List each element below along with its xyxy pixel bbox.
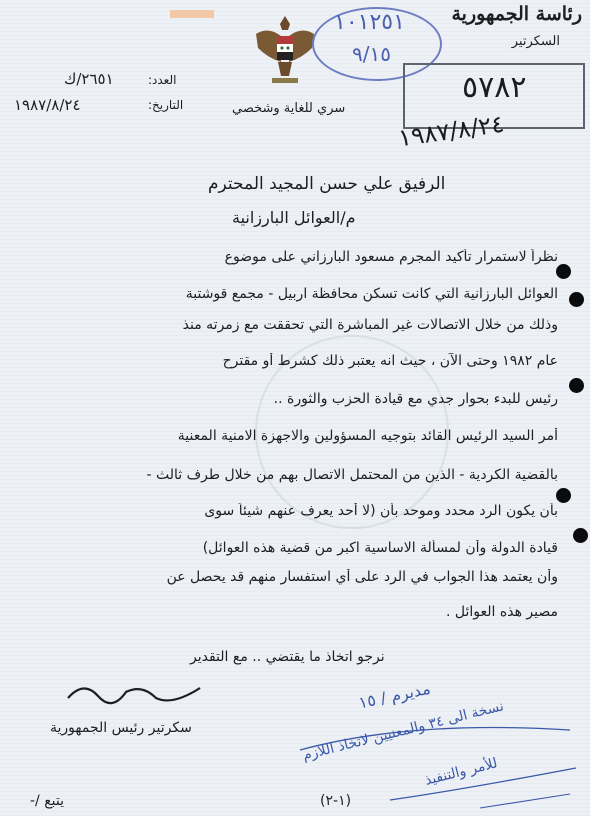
follows-note: يتبع /-	[30, 793, 65, 809]
annotation-note-1: مديرم / ١٥	[356, 678, 433, 713]
body-line-8: بأن يكون الرد محدد وموحد بأن (لا أحد يعرف عنهم شيئاً سوى	[204, 503, 558, 519]
annotation-note-2: نسخة الى ٣٤ والمعنيين لاتخاذ اللازم	[301, 698, 506, 764]
number-label: العدد:	[148, 73, 177, 87]
body-line-11: مصير هذه العوائل .	[446, 604, 558, 620]
oval-stamp-number: ١٠١٢٥١	[334, 10, 405, 35]
body-line-4: عام ١٩٨٢ وحتى الآن ، حيث انه يعتبر ذلك كشرط أو مقترح	[222, 353, 558, 369]
subject-line: م/العوائل البارزانية	[232, 208, 356, 227]
date-value: ١٩٨٧/٨/٢٤	[14, 96, 81, 114]
number-value: ٢٦٥١/ك	[64, 70, 114, 88]
closing-line: نرجو اتخاذ ما يقتضي .. مع التقدير	[190, 649, 385, 665]
annotation-note-3: للأمر والتنفيذ	[423, 755, 500, 789]
body-line-2: العوائل البارزانية التي كانت تسكن محافظة اربيل - مجمع قوشتبة	[185, 286, 558, 302]
punch-hole	[556, 488, 571, 503]
signature-scribble-icon	[64, 676, 204, 710]
punch-hole	[573, 528, 588, 543]
eagle-emblem-icon	[254, 14, 316, 90]
body-line-10: وأن يعتمد هذا الجواب في الرد على أي استفسار منهم قد يحصل عن	[166, 569, 558, 585]
body-line-9: قيادة الدولة وأن لمسألة الاساسية اكبر من قضية هذه العوائل)	[202, 540, 558, 556]
tape-mark	[170, 10, 214, 18]
punch-hole	[556, 264, 571, 279]
oval-stamp-date: ٩/١٥	[352, 42, 391, 66]
body-line-6: أمر السيد الرئيس القائد بتوجيه المسؤولين والاجهزة الامنية المعنية	[177, 428, 558, 444]
box-stamp-date: ١٩٨٧/٨/٢٤	[396, 109, 506, 153]
box-stamp-number: ٥٧٨٢	[462, 70, 527, 105]
punch-hole	[569, 378, 584, 393]
page-number: (١-٢)	[320, 793, 352, 809]
punch-hole	[569, 292, 584, 307]
signature-title: سكرتير رئيس الجمهورية	[50, 720, 192, 736]
body-line-1: نظراً لاستمرار تأكيد المجرم مسعود البارزاني على موضوع	[224, 249, 558, 265]
date-label: التاريخ:	[148, 98, 184, 112]
presidency-header: رئاسة الجمهورية	[451, 3, 582, 25]
body-line-7: بالقضية الكردية - الذين من المحتمل الاتصال بهم من خلال طرف ثالث -	[146, 467, 558, 483]
body-line-5: رئيس للبدء بحوار جدي مع قيادة الحزب والثورة ..	[273, 391, 558, 407]
body-line-3: وذلك من خلال الاتصالات غير المباشرة التي تحققت مع زمرته منذ	[182, 317, 558, 333]
annotation-strokes-icon	[280, 690, 580, 810]
classification-label: سري للغاية وشخصي	[232, 101, 346, 116]
addressee-line: الرفيق علي حسن المجيد المحترم	[208, 174, 446, 194]
secretary-label: السكرتير	[511, 34, 560, 49]
